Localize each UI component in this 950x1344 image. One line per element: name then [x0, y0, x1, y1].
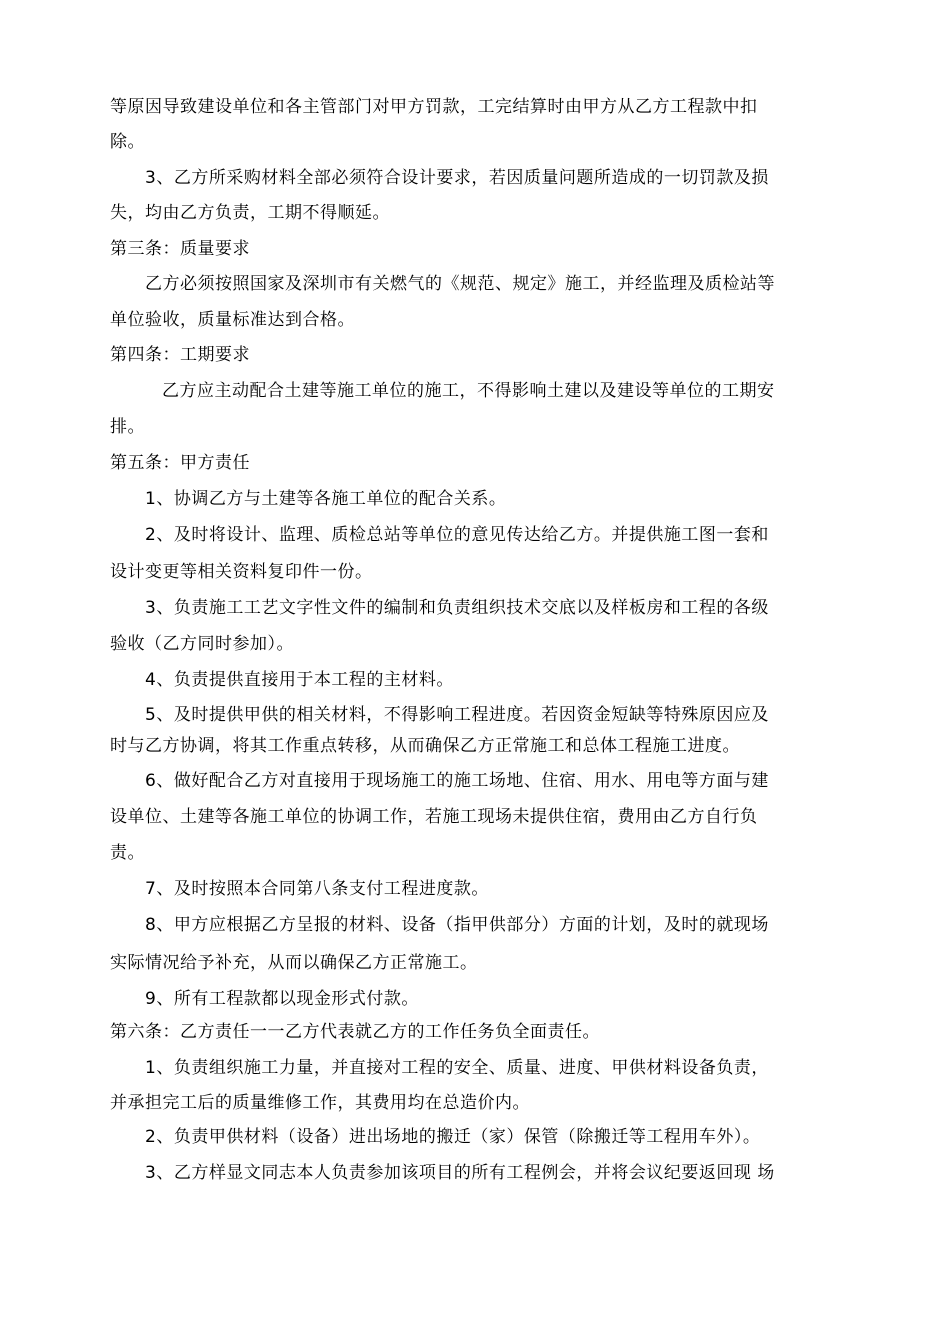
- text-line: 乙方应主动配合土建等施工单位的施工，不得影响土建以及建设等单位的工期安: [162, 381, 775, 401]
- text-line: 7、及时按照本合同第八条支付工程进度款。: [145, 879, 489, 899]
- text-line: 4、负责提供直接用于本工程的主材料。: [145, 670, 454, 690]
- text-line: 设单位、土建等各施工单位的协调工作，若施工现场未提供住宿，费用由乙方自行负: [110, 807, 758, 827]
- text-line: 8、甲方应根据乙方呈报的材料、设备（指甲供部分）方面的计划，及时的就现场: [145, 915, 769, 935]
- text-line: 等原因导致建设单位和各主管部门对甲方罚款，工完结算时由甲方从乙方工程款中扣: [110, 97, 758, 117]
- section-heading: 第三条：质量要求: [110, 239, 250, 259]
- text-line: 3、乙方样显文同志本人负责参加该项目的所有工程例会，并将会议纪要返回现 场: [145, 1163, 775, 1183]
- text-line: 排。: [110, 417, 145, 437]
- section-heading: 第五条：甲方责任: [110, 453, 250, 473]
- text-line: 失，均由乙方负责，工期不得顺延。: [110, 203, 390, 223]
- text-line: 责。: [110, 843, 145, 863]
- text-line: 实际情况给予补充，从而以确保乙方正常施工。: [110, 953, 478, 973]
- text-line: 1、协调乙方与土建等各施工单位的配合关系。: [145, 489, 507, 509]
- text-line: 5、及时提供甲供的相关材料，不得影响工程进度。若因资金短缺等特殊原因应及: [145, 705, 769, 725]
- text-line: 时与乙方协调，将其工作重点转移，从而确保乙方正常施工和总体工程施工进度。: [110, 736, 740, 756]
- section-heading: 第六条：乙方责任一一乙方代表就乙方的工作任务负全面责任。: [110, 1022, 600, 1042]
- text-line: 乙方必须按照国家及深圳市有关燃气的《规范、规定》施工，并经监理及质检站等: [145, 274, 775, 294]
- text-line: 除。: [110, 132, 145, 152]
- text-line: 3、乙方所采购材料全部必须符合设计要求，若因质量问题所造成的一切罚款及损: [145, 168, 769, 188]
- text-line: 1、负责组织施工力量，并直接对工程的安全、质量、进度、甲供材料设备负责，: [145, 1058, 769, 1078]
- section-heading: 第四条：工期要求: [110, 345, 250, 365]
- text-line: 2、及时将设计、监理、质检总站等单位的意见传达给乙方。并提供施工图一套和: [145, 525, 769, 545]
- text-line: 设计变更等相关资料复印件一份。: [110, 562, 373, 582]
- text-line: 并承担完工后的质量维修工作，其费用均在总造价内。: [110, 1093, 530, 1113]
- text-line: 验收（乙方同时参加）。: [110, 634, 294, 654]
- text-line: 3、负责施工工艺文字性文件的编制和负责组织技术交底以及样板房和工程的各级: [145, 598, 769, 618]
- text-line: 单位验收，质量标准达到合格。: [110, 310, 355, 330]
- text-line: 2、负责甲供材料（设备）进出场地的搬迁（家）保管（除搬迁等工程用车外）。: [145, 1127, 761, 1147]
- text-line: 6、做好配合乙方对直接用于现场施工的施工场地、住宿、用水、用电等方面与建: [145, 771, 769, 791]
- text-line: 9、所有工程款都以现金形式付款。: [145, 989, 419, 1009]
